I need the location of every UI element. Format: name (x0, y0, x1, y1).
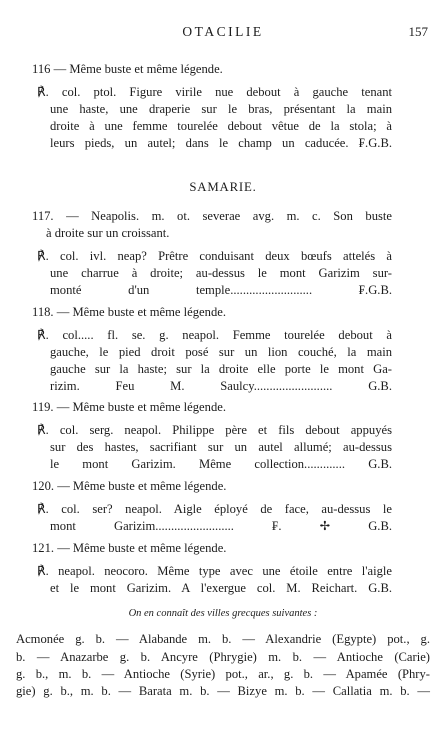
reverse-description-line: ℟. col. ser? neapol. Aigle éployé de face, au-dessus le (37, 502, 392, 516)
reverse-description-line: rizim. Feu M. Saulcy......................... G.B. (50, 379, 392, 393)
cities-line: g. b., m. b. — Antioche (Syrie) pot., ar., g. b. — Apamée (Phry- (16, 667, 430, 681)
reverse-description-line: droite à une femme tourelée debout vêtue de la stola; à (50, 119, 392, 133)
entry-line: 117. — Neapolis. m. ot. severae avg. m. c. Son buste (32, 209, 392, 223)
reverse-description-line: gauche, le pied droit posé sur un lion couché, la main (50, 345, 392, 359)
entry-line: 121. — Même buste et même légende. (32, 541, 227, 555)
reverse-description-line: gauche sur la haste; sur la droite elle porte le mont Ga- (50, 362, 392, 376)
reverse-description-line: ℟. col. ivl. neap? Prêtre conduisant deux bœufs attelés à (37, 249, 392, 263)
entry-line: 120. — Même buste et même légende. (32, 479, 227, 493)
reverse-description-line: le mont Garizim. Même collection............. G.B. (50, 457, 392, 471)
reverse-description-line: ℟. col. ptol. Figure virile nue debout à gauche tenant (37, 85, 392, 99)
reverse-description-line: sur des hastes, sacrifiant sur un autel allumé; au-dessus (50, 440, 392, 454)
reverse-description-line: leurs pieds, un autel; dans le champ un caducée. ₣.G.B. (50, 136, 392, 150)
cities-line: Acmonée g. b. — Alabande m. b. — Alexandrie (Egypte) pot., g. (16, 632, 430, 646)
reverse-description-line: une charrue à droite; au-dessus le mont Garizim sur- (50, 266, 392, 280)
reverse-description-line: mont Garizim......................... ₣. ✢ G.B. (50, 519, 392, 533)
reverse-description-line: et le mont Garizim. A l'exergue col. M. Reichart. G.B. (50, 581, 392, 595)
reverse-description-line: une haste, une draperie sur le bras, présentant la main (50, 102, 392, 116)
cities-intro: On en connaît des villes grecques suivantes : (128, 608, 318, 619)
reverse-description-line: ℟. col..... fl. se. g. neapol. Femme tourelée debout à (37, 328, 392, 342)
entry-line: à droite sur un croissant. (46, 226, 170, 240)
cities-line: gie) g. b., m. b. — Barata m. b. — Bizye m. b. — Callatia m. b. — (16, 684, 430, 698)
page-number: 157 (408, 24, 428, 39)
cities-line: b. — Anazarbe g. b. Ancyre (Phrygie) m. b. — Antioche (Carie) (16, 650, 430, 664)
reverse-description-line: monté d'un temple.......................... ₣.G.B. (50, 283, 392, 297)
entry-line: 116 — Même buste et même légende. (32, 62, 223, 76)
section-heading: SAMARIE. (189, 180, 257, 194)
entry-line: 118. — Même buste et même légende. (32, 305, 226, 319)
page-title: OTACILIE (182, 24, 264, 39)
reverse-description-line: ℟. col. serg. neapol. Philippe père et fils debout appuyés (37, 423, 392, 437)
reverse-description-line: ℟. neapol. neocoro. Même type avec une étoile entre l'aigle (37, 564, 392, 578)
entry-line: 119. — Même buste et même légende. (32, 400, 226, 414)
